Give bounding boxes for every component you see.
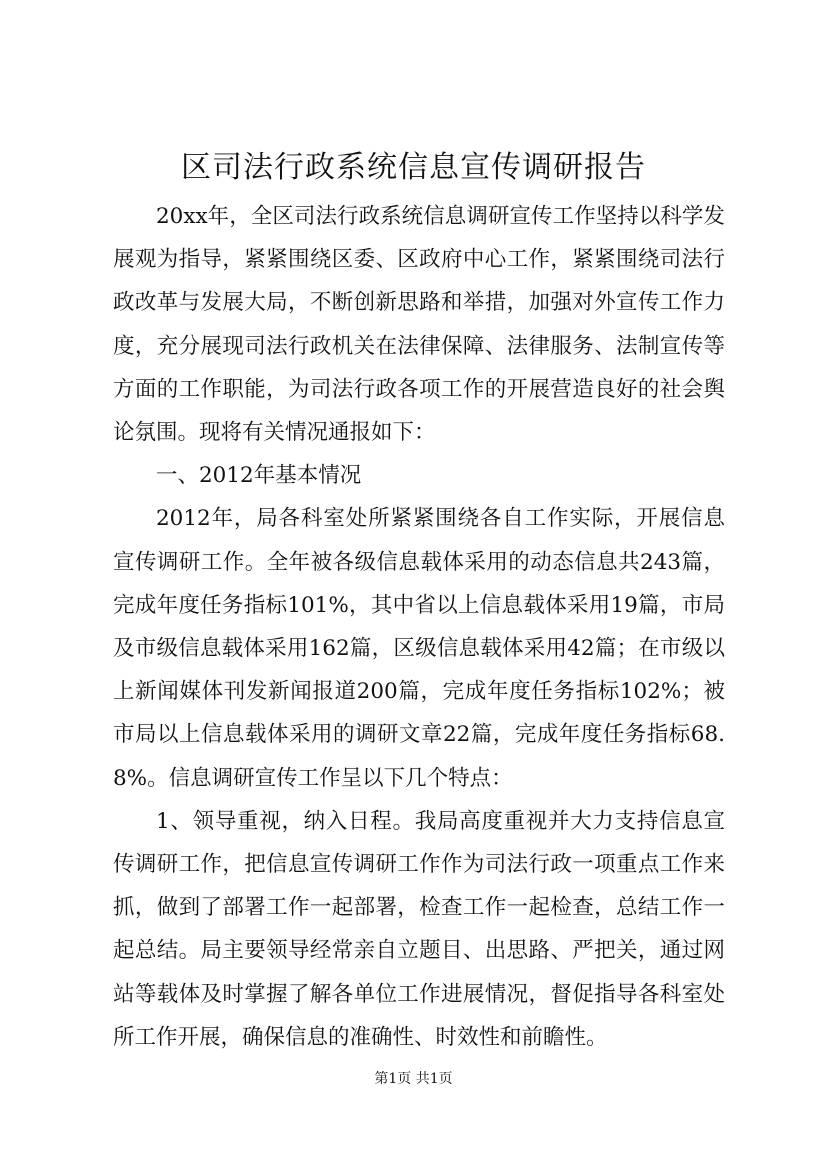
- page-footer: 第1页 共1页: [374, 1071, 453, 1087]
- intro-paragraph: 20xx年，全区司法行政系统信息调研宣传工作坚持以科学发展观为指导，紧紧围绕区委、区政府中心工作，紧紧围绕司法行政改革与发展大局，不断创新思路和举措，加强对外宣传工作力度，充分展现司法行政机关在法律保障、法律服务、法制宣传等方面的工作职能，为司法行政各项工作的开展营造良好的社会舆论氛围。现将有关情况通报如下：: [113, 204, 725, 446]
- point-one-paragraph: 1、领导重视，纳入日程。我局高度重视并大力支持信息宣传调研工作，把信息宣传调研工作作为司法行政一项重点工作来抓，做到了部署工作一起部署，检查工作一起检查，总结工作一起总结。局主要领导经常亲自立题目、出思路、严把关，通过网站等载体及时掌握了解各单位工作进展情况，督促指导各科室处所工作开展，确保信息的准确性、时效性和前瞻性。: [113, 808, 725, 1050]
- document-body: [113, 195, 725, 1059]
- document-title: 区司法行政系统信息宣传调研报告: [181, 150, 646, 185]
- statistics-paragraph: 2012年，局各科室处所紧紧围绕各自工作实际，开展信息宣传调研工作。全年被各级信息载体采用的动态信息共243篇，完成年度任务指标101%，其中省以上信息载体采用19篇，市局及市级信息载体采用162篇，区级信息载体采用42篇；在市级以上新闻媒体刊发新闻报道200篇，完成年度任务指标102%；被市局以上信息载体采用的调研文章22篇，完成年度任务指标68.8%。信息调研宣传工作呈以下几个特点：: [113, 506, 725, 791]
- section-heading-basic-situation: 一、2012年基本情况: [156, 463, 362, 489]
